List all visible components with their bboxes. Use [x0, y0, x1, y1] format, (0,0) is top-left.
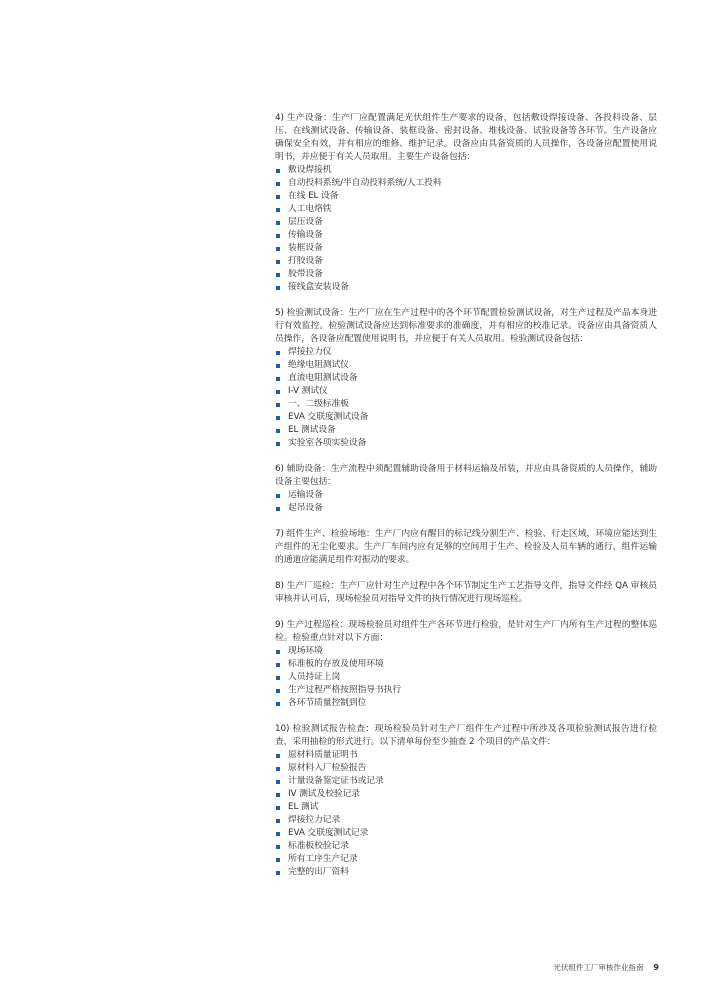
list-item-text: 接线盒安装设备 — [288, 282, 349, 292]
section-paragraph: 9) 生产过程巡检：现场检验员对组件生产各环节进行检验，是针对生产厂内所有生产过程的整体巡检。检验重点针对以下方面： — [275, 620, 657, 643]
square-bullet-icon — [276, 273, 280, 277]
list-item — [275, 671, 657, 684]
list-item — [275, 164, 657, 177]
list-item — [275, 203, 657, 216]
list-item — [275, 268, 657, 281]
list-item — [275, 840, 657, 853]
list-item-text: EVA 交联度测试记录 — [288, 828, 369, 838]
square-bullet-icon — [276, 845, 280, 849]
list-item-text: EL 测试 — [288, 802, 319, 812]
list-item — [275, 242, 657, 255]
section-paragraph: 7) 组件生产、检验场地：生产厂内应有醒目的标记线分割生产、检验、行走区域，环境应能达到生产组件的无尘化要求。生产厂车间内应有足够的空间用于生产、检验及人员车辆的通行，组件运输的通道应能满足组件对振动的要求。 — [275, 529, 657, 565]
list-item — [275, 489, 657, 502]
section-10 — [275, 723, 657, 879]
list-item-text: 在线 EL 设备 — [288, 191, 339, 201]
list-item-text: 实验室各项实验设备 — [288, 438, 367, 448]
list-item — [275, 190, 657, 203]
list-item-text: 人员持证上岗 — [288, 672, 341, 682]
section-paragraph: 5) 检验测试设备：生产厂应在生产过程中的各个环节配置检验测试设备，对生产过程及产品本身进行有效监控。检验测试设备应达到标准要求的准确度，并有相应的校准记录。设备应由具备资质人员操作，各设备应配置使用说明书，并应便于有关人员取用。检验测试设备包括： — [275, 308, 657, 344]
square-bullet-icon — [276, 390, 280, 394]
bullet-list — [275, 164, 657, 294]
square-bullet-icon — [276, 260, 280, 264]
list-item-text: 人工电烙铁 — [288, 204, 332, 214]
list-item-text: 起吊设备 — [288, 503, 323, 513]
square-bullet-icon — [276, 858, 280, 862]
list-item — [275, 827, 657, 840]
list-item — [275, 762, 657, 775]
square-bullet-icon — [276, 377, 280, 381]
square-bullet-icon — [276, 403, 280, 407]
list-item-text: 运输设备 — [288, 490, 323, 500]
list-item — [275, 814, 657, 827]
list-item-text: 各环节质量控制到位 — [288, 698, 367, 708]
square-bullet-icon — [276, 676, 280, 680]
square-bullet-icon — [276, 208, 280, 212]
section-paragraph: 4) 生产设备：生产厂应配置满足光伏组件生产要求的设备，包括敷设焊接设备、各投料设备、层压、在线测试设备、传输设备、装框设备、密封设备、堆栈设备、试验设备等各环节。生产设备应确保安全有效，并有相应的维修、维护记录。设备应由具备资质的人员操作，各设备应配置使用说明书，并应便于有关人员取用。主要生产设备包括： — [275, 113, 657, 162]
bullet-list — [275, 645, 657, 710]
list-item-text: 计量设备鉴定证书或记录 — [288, 776, 384, 786]
square-bullet-icon — [276, 780, 280, 784]
list-item — [275, 359, 657, 372]
list-item-text: 胶带设备 — [288, 269, 323, 279]
list-item-text: 直流电阻测试设备 — [288, 373, 358, 383]
square-bullet-icon — [276, 182, 280, 186]
bullet-list — [275, 489, 657, 515]
list-item — [275, 255, 657, 268]
list-item — [275, 281, 657, 294]
bullet-list — [275, 346, 657, 450]
list-item — [275, 411, 657, 424]
list-item-text: 标准板校验记录 — [288, 841, 349, 851]
list-item-text: 绝缘电阻测试仪 — [288, 360, 349, 370]
square-bullet-icon — [276, 442, 280, 446]
list-item-text: 标准板的存放及使用环境 — [288, 659, 384, 669]
section-paragraph: 10) 检验测试报告检查：现场检验员针对生产厂组件生产过程中所涉及各项检验测试报告进行检查，采用抽检的形式进行。以下清单每份至少抽查 2 个项目的产品文件： — [275, 724, 657, 747]
list-item — [275, 866, 657, 879]
square-bullet-icon — [276, 351, 280, 355]
list-item-text: 敷设焊接机 — [288, 165, 332, 175]
list-item-text: 打胶设备 — [288, 256, 323, 266]
section-paragraph: 6) 辅助设备：生产流程中须配置辅助设备用于材料运输及吊装，并应由具备资质的人员操作，辅助设备主要包括： — [275, 464, 657, 487]
list-item — [275, 437, 657, 450]
list-item-text: 原材料质量证明书 — [288, 750, 358, 760]
list-item-text: I-V 测试仪 — [288, 386, 328, 396]
list-item — [275, 853, 657, 866]
square-bullet-icon — [276, 494, 280, 498]
square-bullet-icon — [276, 195, 280, 199]
list-item — [275, 775, 657, 788]
square-bullet-icon — [276, 754, 280, 758]
square-bullet-icon — [276, 234, 280, 238]
square-bullet-icon — [276, 702, 280, 706]
list-item — [275, 801, 657, 814]
list-item — [275, 788, 657, 801]
square-bullet-icon — [276, 767, 280, 771]
list-item — [275, 229, 657, 242]
list-item-text: 所有工序生产记录 — [288, 854, 358, 864]
list-item-text: 生产过程严格按照指导书执行 — [288, 685, 402, 695]
square-bullet-icon — [276, 247, 280, 251]
square-bullet-icon — [276, 364, 280, 368]
section-9 — [275, 619, 657, 710]
square-bullet-icon — [276, 663, 280, 667]
square-bullet-icon — [276, 169, 280, 173]
list-item-text: 装框设备 — [288, 243, 323, 253]
square-bullet-icon — [276, 221, 280, 225]
list-item — [275, 749, 657, 762]
list-item — [275, 502, 657, 515]
square-bullet-icon — [276, 507, 280, 511]
list-item-text: 自动投料系统/半自动投料系统/人工投料 — [288, 178, 442, 188]
list-item — [275, 177, 657, 190]
square-bullet-icon — [276, 871, 280, 875]
list-item — [275, 697, 657, 710]
list-item-text: 焊接拉力记录 — [288, 815, 341, 825]
list-item-text: 完整的出厂资料 — [288, 867, 349, 877]
list-item-text: 现场环境 — [288, 646, 323, 656]
bullet-list — [275, 749, 657, 879]
section-4 — [275, 112, 657, 294]
footer-title: 光伏组件工厂审核作业指南 — [553, 963, 644, 972]
list-item — [275, 346, 657, 359]
square-bullet-icon — [276, 650, 280, 654]
section-6 — [275, 463, 657, 515]
list-item-text: EL 测试设备 — [288, 425, 336, 435]
square-bullet-icon — [276, 806, 280, 810]
list-item — [275, 424, 657, 437]
square-bullet-icon — [276, 416, 280, 420]
document-body — [275, 112, 657, 892]
section-8 — [275, 580, 657, 606]
list-item — [275, 684, 657, 697]
square-bullet-icon — [276, 819, 280, 823]
list-item-text: 层压设备 — [288, 217, 323, 227]
list-item — [275, 372, 657, 385]
list-item — [275, 658, 657, 671]
section-5 — [275, 307, 657, 450]
list-item-text: IV 测试及校验记录 — [288, 789, 360, 799]
square-bullet-icon — [276, 286, 280, 290]
page-footer — [553, 962, 659, 973]
list-item-text: EVA 交联度测试设备 — [288, 412, 369, 422]
section-paragraph: 8) 生产厂巡检：生产厂应针对生产过程中各个环节制定生产工艺指导文件，指导文件经 QA 审核员审核并认可后，现场检验员对指导文件的执行情况进行现场巡检。 — [275, 581, 657, 604]
list-item — [275, 385, 657, 398]
section-7 — [275, 528, 657, 567]
list-item-text: 焊接拉力仪 — [288, 347, 332, 357]
list-item-text: 一、二级标准板 — [288, 399, 349, 409]
page-number: 9 — [653, 963, 659, 972]
square-bullet-icon — [276, 689, 280, 693]
list-item-text: 传输设备 — [288, 230, 323, 240]
list-item — [275, 216, 657, 229]
square-bullet-icon — [276, 793, 280, 797]
list-item — [275, 645, 657, 658]
list-item-text: 原材料入厂检验报告 — [288, 763, 367, 773]
list-item — [275, 398, 657, 411]
square-bullet-icon — [276, 832, 280, 836]
square-bullet-icon — [276, 429, 280, 433]
